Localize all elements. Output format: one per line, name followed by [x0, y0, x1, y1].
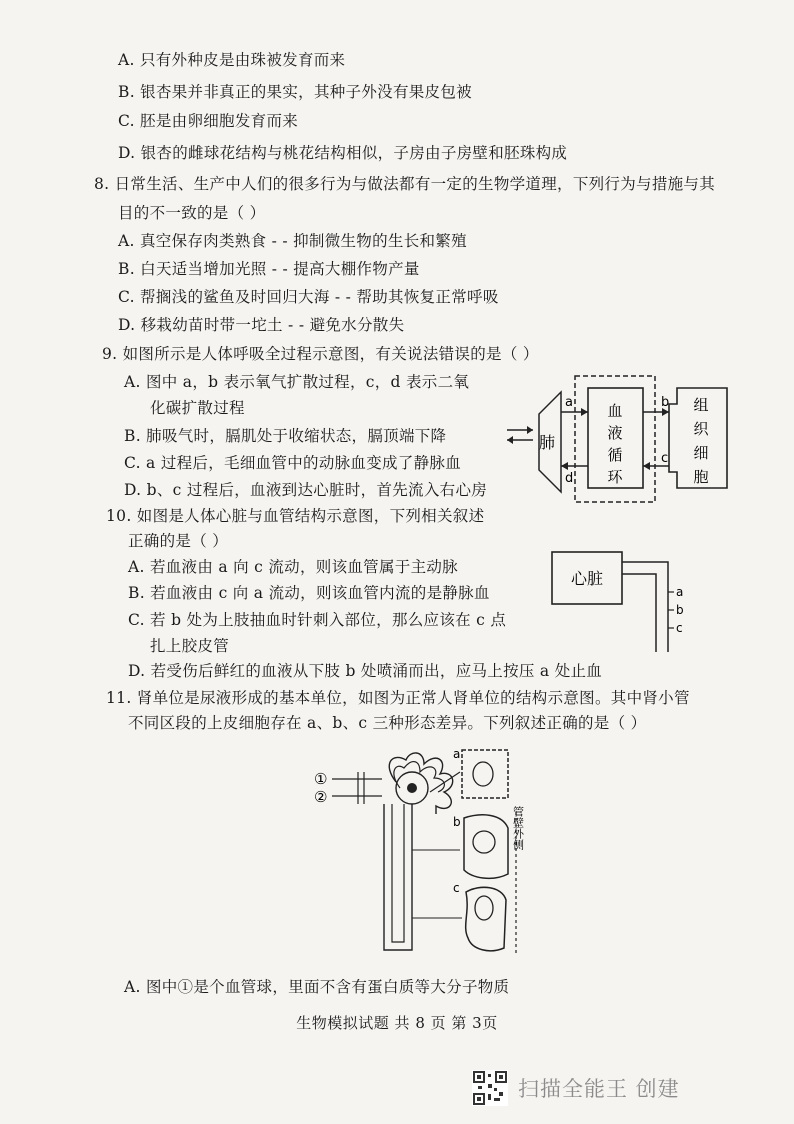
tissue-char-2: 织	[693, 420, 709, 438]
q10-option-a: A. 若血液由 a 向 c 流动，则该血管属于主动脉	[128, 558, 458, 576]
q7-option-b: B. 银杏果并非真正的果实，其种子外没有果皮包被	[118, 83, 472, 101]
q8-option-a: A. 真空保存肉类熟食 - - 抑制微生物的生长和繁殖	[118, 232, 467, 250]
page-footer: 生物模拟试题 共 8 页 第 3页	[296, 1014, 498, 1032]
vessel-label-a: a	[676, 585, 684, 599]
heart-vessel-diagram	[548, 548, 688, 654]
q7-option-a: A. 只有外种皮是由珠被发育而来	[118, 51, 346, 69]
q7-option-d: D. 银杏的雌球花结构与桃花结构相似，子房由子房壁和胚珠构成	[118, 144, 568, 162]
blood-char-3: 循	[607, 446, 623, 464]
q9-stem: 9. 如图所示是人体呼吸全过程示意图，有关说法错误的是（ ）	[102, 345, 539, 363]
q8-option-d: D. 移栽幼苗时带一坨土 - - 避免水分散失	[118, 316, 405, 334]
tube-side-label: 管壁外侧	[511, 806, 525, 850]
heart-label: 心脏	[570, 569, 604, 588]
qr-code-icon	[472, 1070, 508, 1106]
q9-option-c: C. a 过程后，毛细血管中的动脉血变成了静脉血	[124, 454, 462, 472]
q10-option-c-line2: 扎上胶皮管	[150, 637, 230, 655]
label-circle-2: ②	[314, 788, 328, 806]
loop-of-henle	[384, 804, 412, 950]
cell-b	[464, 815, 508, 879]
vessel-label-b: b	[676, 603, 684, 617]
q9-option-b: B. 肺吸气时，膈肌处于收缩状态，膈顶端下降	[124, 427, 447, 445]
tissue-char-1: 组	[693, 396, 709, 414]
lung-label: 肺	[539, 433, 556, 452]
vessel-inner	[622, 574, 656, 652]
tissue-char-4: 胞	[693, 468, 709, 486]
q11-stem-line1: 11. 肾单位是尿液形成的基本单位，如图为正常人肾单位的结构示意图。其中肾小管	[106, 689, 690, 707]
q10-option-c-line1: C. 若 b 处为上肢抽血时针刺入部位，那么应该在 c 点	[128, 611, 507, 629]
cell-label-a: a	[453, 747, 461, 761]
q10-option-b: B. 若血液由 c 向 a 流动，则该血管内流的是静脉血	[128, 584, 490, 602]
q10-stem-line1: 10. 如图是人体心脏与血管结构示意图，下列相关叙述	[106, 507, 485, 525]
tissue-char-3: 细	[693, 444, 709, 462]
q7-option-c: C. 胚是由卵细胞发育而来	[118, 112, 299, 130]
cell-label-c: c	[453, 881, 460, 895]
q10-option-d: D. 若受伤后鲜红的血液从下肢 b 处喷涌而出，应马上按压 a 处止血	[128, 662, 603, 680]
q10-stem-line2: 正确的是（ ）	[128, 532, 229, 550]
label-a: a	[565, 395, 573, 410]
vessel-label-c: c	[676, 621, 683, 635]
respiration-diagram	[505, 370, 730, 510]
blood-char-2: 液	[607, 424, 623, 442]
q11-option-a: A. 图中①是个血管球，里面不含有蛋白质等大分子物质	[124, 978, 510, 996]
q9-option-a-line2: 化碳扩散过程	[150, 399, 245, 417]
q11-stem-line2: 不同区段的上皮细胞存在 a、b、c 三种形态差异。下列叙述正确的是（ ）	[128, 714, 647, 732]
label-circle-1: ①	[314, 770, 328, 788]
blood-char-4: 环	[607, 468, 623, 486]
vessel-outer	[622, 562, 668, 652]
q9-option-d: D. b、c 过程后，血液到达心脏时，首先流入右心房	[124, 481, 488, 499]
label-d: d	[565, 471, 574, 486]
q8-stem-line1: 8. 日常生活、生产中人们的很多行为与做法都有一定的生物学道理，下列行为与措施与其	[94, 175, 716, 193]
nephron-diagram	[312, 742, 534, 960]
q8-option-b: B. 白天适当增加光照 - - 提高大棚作物产量	[118, 260, 420, 278]
scanner-watermark	[472, 1068, 732, 1108]
label-c: c	[661, 451, 669, 466]
cell-a	[462, 750, 508, 798]
cell-label-b: b	[453, 815, 461, 829]
q9-option-a-line1: A. 图中 a，b 表示氧气扩散过程，c，d 表示二氧	[124, 373, 470, 391]
blood-char-1: 血	[607, 402, 623, 420]
label-b: b	[661, 395, 670, 410]
q8-option-c: C. 帮搁浅的鲨鱼及时回归大海 - - 帮助其恢复正常呼吸	[118, 288, 499, 306]
q8-stem-line2: 目的不一致的是（ ）	[118, 204, 266, 222]
watermark-text: 扫描全能王 创建	[518, 1077, 680, 1101]
